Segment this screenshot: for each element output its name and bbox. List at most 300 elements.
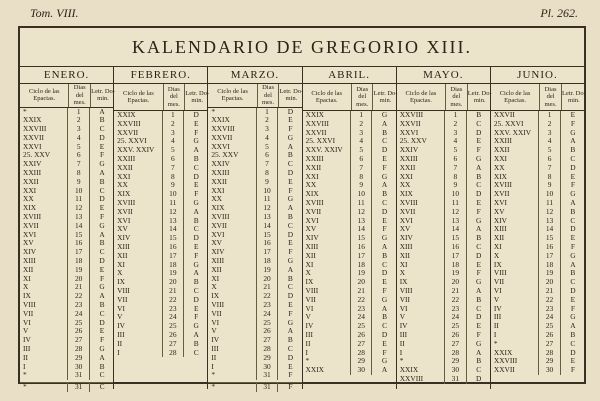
epact-cell: XXIII	[20, 169, 68, 178]
day-cell: 10	[539, 190, 560, 199]
day-cell: 31	[257, 371, 278, 380]
day-cell: 24	[257, 310, 278, 319]
epact-cell: XXIX	[303, 111, 351, 120]
table-row	[208, 187, 301, 196]
day-cell: 9	[539, 181, 560, 190]
epact-cell: XIII	[20, 257, 68, 266]
epact-cell: VI	[491, 287, 539, 296]
epact-cell: IX	[20, 292, 68, 301]
letter-cell: C	[570, 339, 576, 348]
epact-cell: IV	[397, 322, 445, 331]
day-cell: 30	[539, 366, 560, 375]
epact-cell: X	[491, 252, 539, 261]
epact-cell: IX	[114, 278, 162, 287]
letter-cell: D	[476, 190, 482, 199]
day-cell: 6	[351, 155, 372, 164]
day-cell: 25	[445, 322, 466, 331]
epact-cell: XVI	[303, 217, 351, 226]
letter-cell: C	[476, 304, 482, 313]
day-cell: 6	[539, 155, 560, 164]
letter-cell: F	[288, 383, 293, 392]
day-cell: 15	[445, 234, 466, 243]
epact-cell: IX	[397, 278, 445, 287]
day-cell: 8	[445, 173, 466, 182]
letter-cell: G	[99, 283, 105, 292]
day-cell: 9	[68, 178, 89, 187]
day-cell: 24	[351, 313, 372, 322]
letter-cell: G	[287, 257, 294, 266]
letter-cell: A	[193, 146, 199, 155]
letter-cell: C	[570, 154, 576, 163]
epact-cell: *	[20, 371, 68, 380]
table-row	[20, 222, 113, 231]
letter-cell: F	[476, 207, 481, 216]
letter-cell: E	[99, 142, 105, 151]
table-row	[491, 155, 584, 164]
table-row	[114, 349, 207, 358]
table-row	[397, 146, 490, 155]
table-row	[114, 322, 207, 331]
day-cell: 13	[163, 217, 184, 226]
day-cell: 2	[68, 116, 89, 125]
epact-cell: XXIX	[208, 116, 256, 125]
month-name: ABRIL.	[303, 67, 396, 84]
day-cell: 30	[68, 363, 89, 372]
table-row	[114, 208, 207, 217]
day-cell: 23	[539, 305, 560, 314]
letter-cell: B	[99, 301, 105, 310]
epact-cell: XXVII	[114, 129, 162, 138]
table-row	[397, 225, 490, 234]
table-row	[114, 199, 207, 208]
day-cell: 25	[539, 322, 560, 331]
table-row	[491, 146, 584, 155]
day-cell: 27	[351, 340, 372, 349]
epact-cell: XVIII	[491, 181, 539, 190]
day-cell: 19	[351, 269, 372, 278]
day-cell: 11	[351, 199, 372, 208]
table-row	[397, 287, 490, 296]
epact-cell: XIX	[20, 204, 68, 213]
epact-cell: XXVIII	[397, 111, 445, 120]
day-cell: 9	[351, 181, 372, 190]
day-cell: 7	[68, 160, 89, 169]
table-row	[20, 125, 113, 134]
table-row	[114, 313, 207, 322]
table-row	[397, 199, 490, 208]
day-cell: 14	[257, 222, 278, 231]
epact-cell: XV	[397, 225, 445, 234]
letter-cell: E	[99, 327, 105, 336]
table-row	[397, 340, 490, 349]
epact-cell: *	[208, 108, 256, 117]
letter-cell: F	[288, 186, 293, 195]
letter-cell: F	[570, 366, 575, 375]
epact-cell: VII	[397, 296, 445, 305]
table-row	[491, 366, 584, 375]
letter-cell: E	[476, 322, 481, 331]
epact-cell: *	[208, 383, 256, 392]
letter-cell: B	[287, 336, 293, 345]
table-row	[114, 217, 207, 226]
table-row	[397, 331, 490, 340]
epact-cell: XII	[491, 234, 539, 243]
table-row	[397, 243, 490, 252]
day-cell: 6	[68, 151, 89, 160]
table-row	[491, 252, 584, 261]
day-cell: 30	[445, 366, 466, 375]
table-row	[491, 225, 584, 234]
letter-cell: F	[382, 286, 387, 295]
day-cell: 4	[163, 137, 184, 146]
letter-cell: G	[287, 133, 294, 142]
letter-cell: E	[476, 260, 481, 269]
letter-cell: B	[193, 216, 199, 225]
letter-cell: D	[381, 207, 388, 216]
letter-cell: E	[382, 154, 387, 163]
table-row	[208, 108, 301, 117]
letter-cell: F	[476, 146, 481, 155]
letter-cell: D	[99, 133, 105, 142]
column-header	[20, 84, 113, 108]
table-row	[397, 375, 490, 384]
epact-cell: XXVI	[20, 143, 68, 152]
epact-cell: IV	[114, 322, 162, 331]
epact-cell: 25. XXV	[20, 151, 68, 160]
day-cell: 21	[351, 287, 372, 296]
letter-cell: E	[99, 204, 105, 213]
epact-cell: XXI	[114, 173, 162, 182]
table-row	[397, 269, 490, 278]
table-row	[397, 252, 490, 261]
day-cell: 18	[68, 257, 89, 266]
letter-cell: F	[476, 330, 481, 339]
table-row	[303, 199, 396, 208]
table-row	[491, 313, 584, 322]
day-cell: 19	[445, 269, 466, 278]
table-row	[491, 173, 584, 182]
epact-cell: XI	[114, 261, 162, 270]
letter-cell: B	[287, 151, 293, 160]
table-row	[208, 301, 301, 310]
day-cell: 4	[351, 137, 372, 146]
letter-cell: C	[193, 348, 199, 357]
letter-cell: E	[476, 137, 481, 146]
day-cell: 18	[445, 261, 466, 270]
column-header	[208, 84, 304, 108]
table-row	[208, 213, 301, 222]
day-cell: 21	[445, 287, 466, 296]
table-row	[397, 313, 490, 322]
table-row	[20, 239, 113, 248]
letter-cell: G	[99, 221, 105, 230]
letter-cell: B	[476, 234, 482, 243]
epact-cell: XIII	[114, 243, 162, 252]
epact-cell: X	[20, 283, 68, 292]
table-row	[20, 382, 113, 392]
table-row	[491, 190, 584, 199]
table-row	[491, 234, 584, 243]
epact-cell: XV	[114, 225, 162, 234]
epact-cell: *	[208, 371, 256, 380]
table-row	[491, 181, 584, 190]
letters-header: Letr. Do- min.	[91, 87, 115, 103]
letter-cell: B	[570, 207, 576, 216]
table-row	[114, 261, 207, 270]
letter-cell: B	[287, 274, 293, 283]
epact-cell: XXII	[20, 178, 68, 187]
day-cell: 2	[257, 116, 278, 125]
epact-cell: XXIII	[208, 169, 256, 178]
table-row	[208, 160, 301, 169]
epact-cell: XXVIII	[114, 120, 162, 129]
letters-header: Letr. Do- min.	[561, 89, 586, 104]
table-row	[20, 310, 113, 319]
epact-cell: XVII	[491, 190, 539, 199]
day-cell: 11	[539, 199, 560, 208]
table-row	[303, 366, 396, 375]
epact-cell: VII	[114, 296, 162, 305]
epact-cell: XX	[114, 181, 162, 190]
epact-cell: XX	[491, 164, 539, 173]
letter-cell: E	[382, 339, 387, 348]
epact-cell: XXVII	[20, 134, 68, 143]
table-row	[303, 252, 396, 261]
month-column	[491, 67, 584, 389]
epact-cell: VII	[20, 310, 68, 319]
page-title: KALENDARIO DE GREGORIO XIII.	[20, 28, 584, 67]
table-row	[208, 292, 301, 301]
letter-cell: B	[382, 313, 388, 322]
table-row	[114, 340, 207, 349]
day-cell: 30	[351, 366, 372, 375]
table-row	[491, 331, 584, 340]
table-row	[20, 301, 113, 310]
table-row	[491, 120, 584, 129]
letter-cell: C	[476, 366, 482, 375]
day-cell: 25	[351, 322, 372, 331]
day-cell: 23	[163, 305, 184, 314]
calendar-frame	[18, 26, 586, 392]
table-row	[208, 345, 301, 354]
epact-cell: XVI	[208, 231, 256, 240]
letter-cell: G	[476, 216, 482, 225]
epact-cell: XII	[114, 252, 162, 261]
epact-cell: V	[397, 313, 445, 322]
letter-cell: A	[570, 137, 576, 146]
epact-cell: XIV	[20, 248, 68, 257]
days-header: Dias del mes.	[164, 84, 185, 110]
epact-cell: III	[397, 331, 445, 340]
letter-cell: G	[193, 198, 199, 207]
letter-cell: C	[476, 242, 482, 251]
letter-cell: E	[570, 295, 576, 304]
letter-cell: E	[382, 278, 387, 287]
day-cell: 20	[351, 278, 372, 287]
day-cell: 6	[163, 155, 184, 164]
letter-cell: F	[570, 119, 575, 128]
epact-cell: XXII	[114, 164, 162, 173]
letter-cell: A	[476, 348, 482, 357]
letter-cell: A	[381, 366, 388, 375]
letter-cell: G	[476, 278, 482, 287]
day-cell: 26	[68, 327, 89, 336]
table-row	[20, 371, 113, 380]
letter-cell: F	[194, 313, 199, 322]
table-row	[114, 137, 207, 146]
epact-cell: XXVII	[397, 120, 445, 129]
letter-cell: E	[570, 111, 576, 119]
table-row	[20, 187, 113, 196]
epact-cell: XXIX	[491, 349, 539, 358]
epact-cell: XXIII	[491, 137, 539, 146]
letter-cell: A	[99, 353, 105, 362]
day-cell: 28	[257, 345, 278, 354]
letter-cell: A	[476, 163, 482, 172]
epact-cell: XXVII	[491, 366, 539, 375]
column-header	[397, 84, 490, 111]
day-cell: 29	[257, 354, 278, 363]
days-header: Dias del mes.	[69, 84, 90, 107]
letter-cell: D	[287, 230, 294, 239]
letter-cell: E	[193, 119, 199, 128]
epact-cell: VIII	[208, 301, 256, 310]
letter-cell: D	[193, 234, 199, 243]
table-row	[208, 239, 301, 248]
letter-cell: G	[381, 357, 388, 366]
epact-cell: XXII	[208, 178, 256, 187]
table-row	[208, 116, 301, 125]
day-cell: 9	[163, 181, 184, 190]
epact-cell: XXV. XXIV	[303, 146, 351, 155]
letter-cell: D	[570, 225, 576, 234]
letter-cell: D	[193, 172, 199, 181]
day-cell: 20	[68, 275, 89, 284]
epact-cell: V	[208, 327, 256, 336]
letter-cell: F	[382, 163, 387, 172]
table-row	[20, 354, 113, 363]
day-cell: 21	[257, 283, 278, 292]
day-cell: 25	[163, 322, 184, 331]
epact-cell: *	[491, 340, 539, 349]
letter-cell: G	[570, 190, 576, 199]
day-cell: 7	[539, 164, 560, 173]
letter-cell: B	[287, 213, 293, 222]
day-cell: 22	[163, 296, 184, 305]
day-cell: 16	[539, 243, 560, 252]
letter-cell: C	[287, 221, 293, 230]
letter-cell: G	[381, 111, 388, 119]
letters-header: Letr. Do- min.	[373, 89, 398, 104]
table-row	[20, 160, 113, 169]
table-row	[208, 204, 301, 213]
table-row	[397, 111, 490, 120]
day-cell: 24	[68, 310, 89, 319]
epact-cell: XVIII	[208, 213, 256, 222]
epact-cell: XVIII	[303, 199, 351, 208]
letter-cell: D	[570, 348, 576, 357]
day-cell: 8	[257, 169, 278, 178]
day-cell: 13	[68, 213, 89, 222]
day-cell: 24	[163, 313, 184, 322]
table-row	[208, 134, 301, 143]
plate-label: Pl. 262.	[540, 6, 578, 20]
day-cell: 31	[68, 383, 89, 392]
table-row	[491, 129, 584, 138]
day-cell: 27	[445, 340, 466, 349]
month-column	[397, 67, 491, 389]
epact-cell: VIII	[20, 301, 68, 310]
day-cell: 22	[445, 296, 466, 305]
letter-cell: E	[476, 198, 481, 207]
epact-cell: XIII	[491, 225, 539, 234]
epact-cell: III	[491, 313, 539, 322]
day-cell: 29	[68, 354, 89, 363]
letter-cell: F	[570, 304, 575, 313]
table-row	[303, 357, 396, 366]
day-cell: 18	[257, 257, 278, 266]
epact-cell: X	[114, 269, 162, 278]
table-row	[208, 125, 301, 134]
letter-cell: A	[99, 230, 105, 239]
table-row	[114, 164, 207, 173]
day-cell: 28	[163, 349, 184, 358]
letter-cell: C	[570, 278, 576, 287]
letter-cell: A	[287, 265, 294, 274]
letter-cell: A	[570, 198, 576, 207]
table-row	[303, 225, 396, 234]
epact-cell: XXV. XXIV	[114, 146, 162, 155]
letter-cell: E	[193, 181, 199, 190]
letter-cell: F	[99, 274, 105, 283]
epact-cell: XX	[20, 195, 68, 204]
day-cell: 5	[445, 146, 466, 155]
letter-cell: E	[288, 362, 293, 371]
table-row	[20, 319, 113, 328]
epact-cell: *	[20, 383, 68, 392]
epact-cell: XXIII	[303, 155, 351, 164]
day-cell: 21	[68, 283, 89, 292]
table-row	[303, 287, 396, 296]
month-name: MAYO.	[397, 67, 490, 84]
table-row	[397, 296, 490, 305]
column-header	[114, 84, 210, 111]
letter-cell: D	[381, 269, 388, 278]
epact-cell: II	[208, 354, 256, 363]
letter-cell: G	[381, 172, 388, 181]
epact-cell: II	[397, 340, 445, 349]
table-row	[303, 234, 396, 243]
epact-cell: XII	[208, 266, 256, 275]
epact-cell: XX	[208, 195, 256, 204]
letter-cell: D	[476, 128, 482, 137]
table-row	[20, 169, 113, 178]
day-cell: 12	[445, 208, 466, 217]
letter-cell: A	[381, 181, 388, 190]
table-row	[303, 146, 396, 155]
day-cell: 26	[539, 331, 560, 340]
table-row	[397, 278, 490, 287]
letter-cell: B	[476, 111, 482, 119]
letter-cell: C	[99, 383, 105, 392]
letter-cell: B	[382, 190, 388, 199]
day-cell: 28	[351, 349, 372, 358]
day-cell: 15	[163, 234, 184, 243]
letter-cell: A	[99, 107, 105, 116]
table-row	[303, 190, 396, 199]
epact-cell: XII	[397, 252, 445, 261]
epact-cell: XXI	[20, 187, 68, 196]
